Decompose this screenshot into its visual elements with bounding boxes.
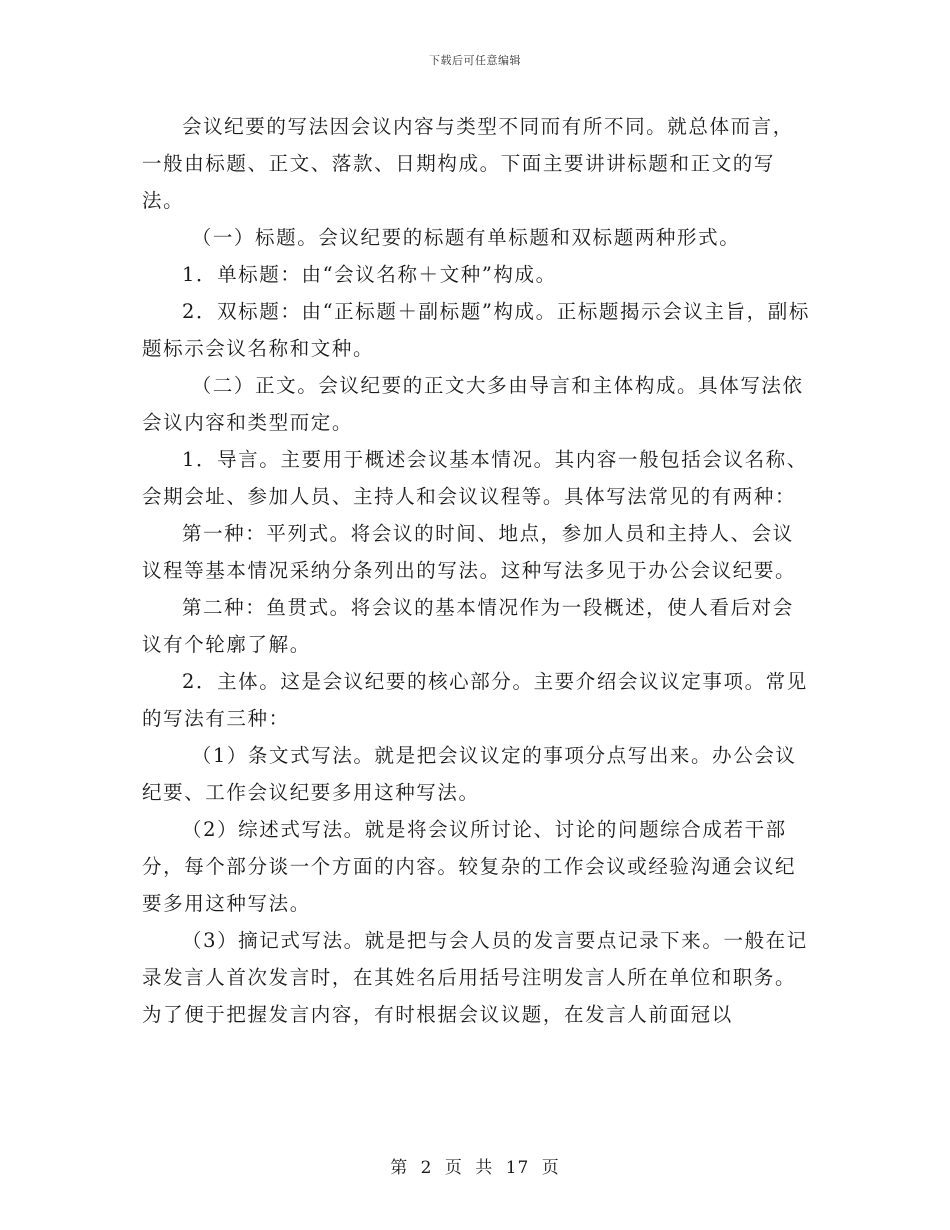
paragraph-double-title: 2．双标题：由“正标题＋副标题”构成。正标题揭示会议主旨，副标题标示会议名称和文种。 [142,300,810,360]
footer-prefix: 第 [390,1158,409,1178]
page-footer [0,1153,950,1178]
paragraph-main-body: 2．主体。这是会议纪要的核心部分。主要介绍会议议定事项。常见的写法有三种： [142,670,808,730]
paragraph-body-section: （二）正文。会议纪要的正文大多由导言和主体构成。具体写法依会议内容和类型而定。 [142,374,804,434]
paragraph-sequential-style: 第二种：鱼贯式。将会议的基本情况作为一段概述，使人看后对会议有个轮廓了解。 [142,596,794,656]
footer-total-pages: 17 [505,1158,530,1178]
page-header: 下载后可任意编辑 [429,54,521,67]
footer-total-word: 共 [475,1158,494,1178]
paragraph-preface: 1．导言。主要用于概述会议基本情况。其内容一般包括会议名称、会期会址、参加人员、主持人和会议议程等。具体写法常见的有两种： [142,448,808,508]
footer-suffix: 页 [541,1158,560,1178]
paragraph-intro: 会议纪要的写法因会议内容与类型不同而有所不同。就总体而言，一般由标题、正文、落款、日期构成。下面主要讲讲标题和正文的写法。 [142,115,794,212]
paragraph-excerpt-style: （3）摘记式写法。就是把与会人员的发言要点记录下来。一般在记录发言人首次发言时，在其姓名后用括号注明发言人所在单位和职务。为了便于把握发言内容，有时根据会议议题，在发言人前面冠以 [142,929,808,1026]
paragraph-title-section: （一）标题。会议纪要的标题有单标题和双标题两种形式。 [191,226,741,249]
footer-page-word: 页 [444,1158,463,1178]
document-body [142,108,812,1033]
paragraph-parallel-style: 第一种：平列式。将会议的时间、地点，参加人员和主持人、会议议程等基本情况采纳分条列出的写法。这种写法多见于办公会议纪要。 [142,522,797,582]
footer-current-page: 2 [420,1158,433,1178]
paragraph-summary-style: （2）综述式写法。就是将会议所讨论、讨论的问题综合成若干部分，每个部分谈一个方面的内容。较复杂的工作会议或经验沟通会议纪要多用这种写法。 [142,818,797,915]
paragraph-itemized-style: （1）条文式写法。就是把会议议定的事项分点写出来。办公会议纪要、工作会议纪要多用这种写法。 [142,744,797,804]
paragraph-single-title: 1．单标题：由“会议名称＋文种”构成。 [181,263,557,286]
